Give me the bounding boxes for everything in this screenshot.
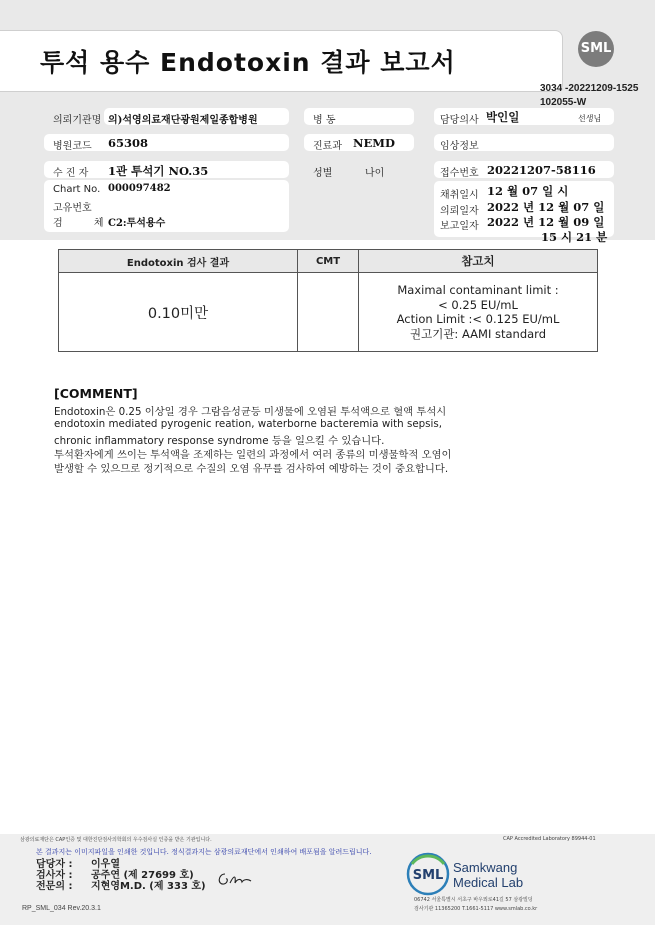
- staff-name-specialist: 지현영M.D. (제 333 호): [91, 881, 206, 892]
- chart-label: Chart No.: [53, 184, 101, 195]
- staff-name-manager: 이우열: [91, 859, 120, 870]
- sml-logo: SML: [578, 31, 614, 67]
- specimen-value: C2:투석용수: [108, 218, 166, 229]
- report-number-1: 3034 -20221209-1525: [540, 83, 639, 94]
- lab-logo-icon: [406, 852, 450, 896]
- lab-contact: 검사기관 11365200 T.1661-5117 www.smlab.co.kr: [414, 906, 538, 912]
- hospital-code-label: 병원코드: [53, 141, 92, 152]
- requested-label: 의뢰일자: [440, 206, 479, 217]
- dept-value: NEMD: [353, 136, 395, 150]
- dept-label: 진료과: [313, 141, 342, 152]
- comment-line: endotoxin mediated pyrogenic reation, waterborne bacteremia with sepsis,: [54, 418, 443, 430]
- cmt-value: [298, 273, 359, 352]
- reference-line: Maximal contaminant limit :: [397, 283, 559, 297]
- accession-value: 20221207-58116: [487, 163, 596, 177]
- table-header-row: [59, 250, 598, 273]
- report-number-2: 102055-W: [540, 97, 587, 108]
- reference-line: < 0.25 EU/mL: [438, 297, 518, 312]
- form-code: RP_SML_034 Rev.20.3.1: [22, 905, 101, 912]
- clinical-info-label: 임상정보: [440, 141, 479, 152]
- receiver-label: 수 진 자: [53, 168, 89, 179]
- reported-label: 보고일자: [440, 221, 479, 232]
- print-notice: 본 결과지는 이미지파일을 인쇄한 것입니다. 정식결과지는 삼광의료재단에서 인쇄하여 배포됨을 알려드립니다.: [36, 848, 372, 856]
- accession-label: 접수번호: [440, 168, 479, 179]
- institution-label: 의뢰기관명: [53, 115, 102, 126]
- comment-line: chronic inflammatory response syndrome 등을 일으킬 수 있습니다.: [54, 435, 385, 447]
- reference-line: Action Limit :< 0.125 EU/mL: [396, 312, 560, 326]
- lab-name-line2: Medical Lab: [453, 875, 524, 890]
- hospital-code-value: 65308: [108, 136, 149, 150]
- doctor-suffix: 선생님: [578, 114, 602, 123]
- specimen-label: 검 체: [53, 218, 118, 229]
- requested-value: 2022 년 12 월 07 일: [487, 200, 605, 214]
- signature-icon: [215, 870, 259, 888]
- staff-role-manager: 담당자 :: [36, 859, 73, 870]
- institution-value: 의)석영의료재단광원제일종합병원: [108, 115, 258, 126]
- reference-cell: [359, 273, 598, 352]
- chart-value: 000097482: [108, 183, 171, 194]
- reference-line: 권고기관: AAMI standard: [410, 326, 546, 341]
- results-table: [58, 249, 598, 352]
- staff-role-specialist: 전문의 :: [36, 881, 73, 892]
- cap-accreditation: CAP Accredited Laboratory 89944-01: [503, 836, 596, 842]
- doctor-label: 담당의사: [440, 115, 479, 126]
- staff-name-tester: 공주연 (제 27699 호): [91, 870, 194, 881]
- reported-value: 2022 년 12 월 09 일: [487, 215, 605, 229]
- certification-text: 삼광의료재단은 CAP인증 및 대한진단검사의학회의 우수검사실 인증을 받은 기관입니다.: [20, 837, 212, 843]
- lab-address: 06742 서울특별시 서초구 바우뫼로41길 57 삼광빌딩: [414, 897, 533, 903]
- cmt-column-header: CMT: [298, 250, 359, 273]
- ward-label: 병 동: [313, 115, 336, 126]
- lab-name-line1: Samkwang: [453, 860, 518, 875]
- sex-label: 성별: [313, 168, 333, 179]
- comment-heading: [COMMENT]: [54, 386, 138, 401]
- comment-line: Endotoxin은 0.25 이상일 경우 그람음성균등 미생물에 오염된 투석액으로 혈액 투석시: [54, 406, 447, 418]
- unique-label: 고유번호: [53, 203, 92, 214]
- report-title: 투석 용수 Endotoxin 결과 보고서: [40, 48, 456, 77]
- comment-line: 투석환자에게 쓰이는 투석액을 조제하는 일련의 과정에서 여러 종류의 미생물학적 오염이: [54, 449, 452, 461]
- collected-value: 12 월 07 일 시: [487, 184, 569, 198]
- receiver-value: 1관 투석기 NO.35: [108, 164, 209, 178]
- collected-label: 채취일시: [440, 190, 479, 201]
- age-label: 나이: [365, 168, 385, 179]
- comment-line: 발생할 수 있으므로 정기적으로 수질의 오염 유무를 검사하여 예방하는 것이 중요합니다.: [54, 463, 449, 475]
- result-value: 0.10미만: [59, 273, 298, 352]
- reference-column-header: 참고치: [359, 250, 598, 273]
- lab-logo-text: SML: [412, 868, 444, 883]
- reported-time: 15 시 21 분: [541, 230, 608, 244]
- result-column-header: Endotoxin 검사 결과: [59, 250, 298, 273]
- table-row: [59, 273, 598, 352]
- doctor-value: 박인일: [486, 110, 520, 124]
- staff-role-tester: 검사자 :: [36, 870, 73, 881]
